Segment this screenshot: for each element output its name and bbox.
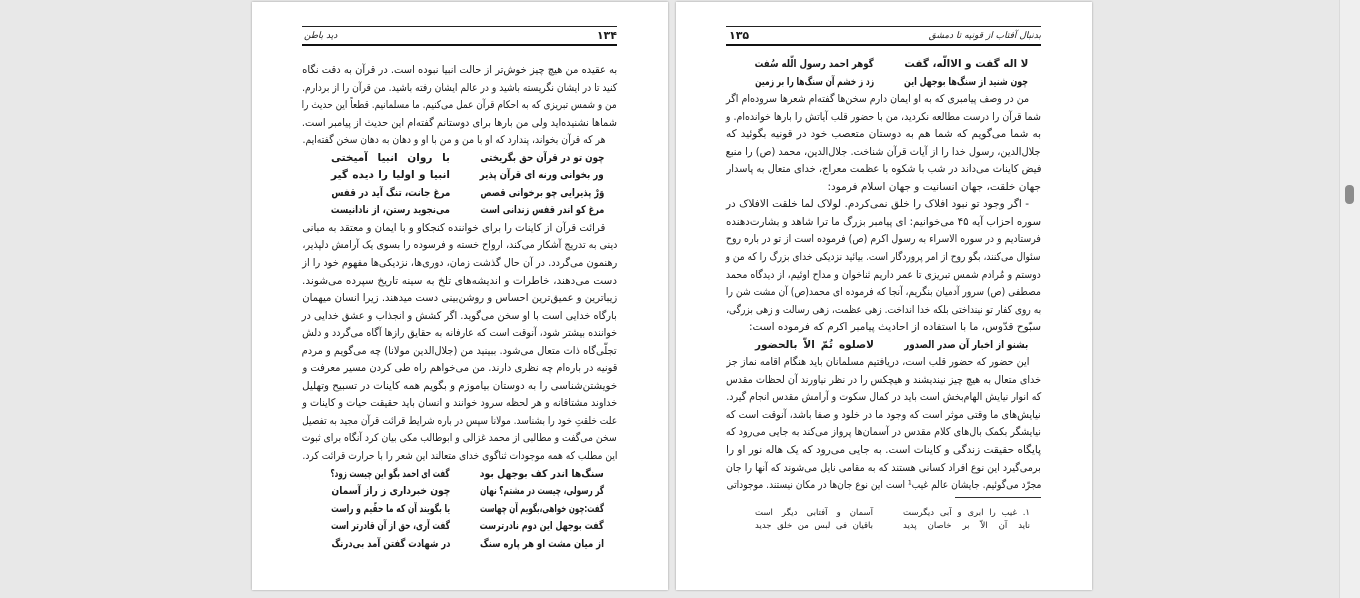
line-text: قونیه در باره‌ام چه نظری دارند. من می‌خواهم راه طی کردن مسیر معرفت و [301,362,617,375]
hemistich-text: گر رسولی، چیست در مشتم؟ نهان [479,485,604,498]
line-text: شما قرآن را درست مطالعه نکردید، من با حضور قلب آیاتش را بارها خوانده‌ام. و [726,110,1041,123]
hemistich-text: در شهادت گفتن آمد بی‌درنگ [331,537,450,550]
hemistich-text: ۱. غیب را ابری و آبی دیگرست [903,508,1030,518]
text-line [302,132,617,150]
hemistich-right [480,150,604,168]
hemistich-right [903,507,1030,520]
verse-line [302,536,617,554]
text-line [726,442,1041,460]
verse-line [726,56,1041,74]
verse-line [302,167,617,185]
hemistich-right [904,56,1028,74]
text-line [726,477,1041,495]
hemistich-text: گفت:چون خواهی،بگویم آن چهاست [479,502,604,515]
hemistich-text: ور بخوانی ورنه ای قرآن پذیر [479,169,604,182]
hemistich-right [480,185,604,203]
line-text: من و شمس تبریزی که به احکام قرآن عمل می‌کنیم. ما مسلمانیم. قطعاً این حدیث را [301,99,617,112]
hemistich-text: می‌نجوید رستن، از نادانیست [330,204,450,217]
hemistich-left [755,74,874,92]
line-text: نیایشگر بکمک بال‌های کلام مقدس در آسمان‌ها پرواز می‌کند به جایی می‌رود که [726,426,1041,439]
line-text: خواننده بیشتر شود، آنوقت است که عارفانه به حقایق رازها آگاه می‌گردد و دلش [302,327,617,340]
text-line [302,395,617,413]
text-line [726,267,1041,285]
line-text: نیایش‌های ما وقتی موثر است که وجود ما در خلود و صفا باشد، آنوقت است که [725,408,1041,421]
verse-line [302,202,617,220]
text-line [726,161,1041,179]
line-text: رهنمون می‌گردد. در آن حال گذشت زمان، دوری‌ها، نزدیکی‌ها مفهوم خود را از [302,257,617,270]
text-line [726,319,1041,337]
page-134 [252,2,668,590]
line-text: این مطلب که همه موجودات ثناگوی خدای متعالند این شعر را با حرارت قرائت کرد. [301,450,617,463]
line-text: خویشتن‌شناسی را به دوستان بیاموزم و بگویم همه کاینات در تسبیح وتهلیل [301,379,617,392]
line-text: علت خلقتِ خود را بشناسد. مولانا سپس در باره شرایط قرائت قرآن مجید به تفصیل [301,414,617,427]
line-text: سخن می‌گفت و مطالبی از محمد غزالی و ابوطالب مکی بیان کرد آنگاه برای ثبوت [302,432,617,445]
text-line [302,237,617,255]
verse-line [726,337,1041,355]
hemistich-text: باقیان فی لبس من خلق جدید [755,521,873,531]
line-text: بارگاه خدایی است با او سخن می‌گوید. اگر کشش و انجذاب و عشق خدایی در [302,309,617,322]
text-line [302,343,617,361]
hemistich-text: گفت بوجهل این دوم نادرترست [480,520,604,533]
line-text: شماها نشنیده‌اید ولی من بارها برای دوستانم گفته‌ام این حدیث از پیامبر است. [301,116,617,129]
verse-line [302,185,617,203]
hemistich-text: مرغ کو اندر قفس زندانی است [480,204,604,217]
verse-line [302,518,617,536]
page-135 [676,2,1092,590]
line-text: پایگاه حقیقت زندگی و کاینات است. به جایی می‌رود که یک هاله نور او را [726,444,1041,457]
text-line [726,249,1041,267]
text-line [726,389,1041,407]
text-line [302,255,617,273]
line-text: تجلّی‌گاه ذات متعال می‌شود. ببینید من (جلال‌الدین مولانا) چه می‌گویم و مردم [301,344,617,357]
verse-line [302,501,617,519]
hemistich-left [755,520,873,533]
hemistich-text: لاصلوه تُمّ الاّ بالحضور [755,338,874,351]
hemistich-text: گفت آری، حق از آن قادرتر است [331,520,450,533]
text-line [726,214,1041,232]
text-column [302,62,617,553]
hemistich-left [331,483,450,501]
text-line [302,360,617,378]
line-text: خدای متعال به هیچ چیز نیندیشند و هیچکس را در نظر نیاورند آن لحظات مقدس [725,373,1041,386]
line-text: برمی‌گیرد این نوع افراد کسانی هستند که به مقامی نایل می‌شوند که آنها را جان [726,461,1041,474]
hemistich-right [480,483,604,501]
page-number: ۱۳۴ [596,29,617,42]
line-text: دوستم و مُرادم شمس تبریزی تا عمر داریم ثناخوان و مداح اوئیم، از دیدگاه محمد [726,268,1041,281]
text-line [726,302,1041,320]
line-text: این حضور که حضور قلب است، دریافتیم مسلمانان باید هنگام اقامه نماز جز [725,356,1029,369]
line-text: سئوال می‌کنند، بگو روح از امر پروردگار است. بیائید نزدیکی خدای بزرگ را که من و [726,251,1041,264]
hemistich-left [331,167,450,185]
footnote [726,507,1041,533]
verse-line [302,150,617,168]
footnote-rule [955,497,1041,498]
line-text: به شما می‌گویم که شما هم به دوستان متعصب خود در قونیه بگوئید که [725,128,1041,141]
vertical-scrollbar[interactable] [1339,0,1360,598]
hemistich-text: گوهر احمد رسول الّله سُفت [755,58,874,70]
line-text: به روی کفار تو نینداختی بلکه خدا انداخت. زهی عظمت، زهی رسالت و زهی بزرگی، [725,303,1041,316]
text-line [302,325,617,343]
text-line [302,378,617,396]
text-line [302,220,617,238]
hemistich-text: گفت ای احمد بگو این چیست زود؟ [330,467,450,480]
scrollbar-thumb[interactable] [1345,185,1354,204]
hemistich-right [480,536,604,554]
text-line [302,115,617,133]
text-line [302,448,617,466]
verse-line [726,74,1041,92]
hemistich-right [480,501,604,519]
hemistich-text: آسمان و آفتابی دیگر است [755,508,873,518]
hemistich-text: با روان انبیا آمیختی [331,151,450,164]
hemistich-left [331,501,450,519]
text-line [726,196,1041,214]
line-text: - اگر وجود تو نبود افلاک را خلق نمی‌کردم. لولاک لما خلقت الافلاک در [725,198,1029,211]
line-text: جلال‌الدین، رسول خدا را از آیات قرآن شناخت. جلال‌الدین، محمد (ص) را منبع [726,145,1041,158]
text-line [726,144,1041,162]
hemistich-text: چون شنید از سنگ‌ها بوجهل این [903,75,1028,88]
line-text: جهان خلقت، جهان انسانیت و جهان اسلام فرمود: [827,180,1041,193]
hemistich-text: بشنو از اخبار آن صدر الصدور [904,338,1028,351]
text-line [726,126,1041,144]
line-text: سبّوح قدّوس، ما با استفاده از احادیث پیامبر اکرم که فرموده است: [748,321,1041,334]
hemistich-left [331,202,450,220]
hemistich-left [755,56,874,74]
text-line [726,109,1041,127]
header-rule-bottom [726,44,1041,46]
hemistich-left [331,150,450,168]
text-column [726,56,1041,495]
text-line [726,91,1041,109]
hemistich-right [480,518,604,536]
hemistich-text: از میان مشت او هر پاره سنگ [479,537,604,550]
text-line [726,284,1041,302]
hemistich-right [480,202,604,220]
hemistich-right [480,466,604,484]
hemistich-text: زد ز خشم آن سنگ‌ها را بر زمین [755,75,874,88]
running-title: دید باطن [304,31,338,41]
hemistich-left [331,518,450,536]
line-text: دینی به تدریج آشکار می‌کند، ارواح خسته و فرسوده را بسوی یک آرامش دلپذیر، [302,239,617,252]
header-rule-top [302,26,617,27]
hemistich-left [755,507,873,520]
text-line [726,179,1041,197]
hemistich-left [331,536,450,554]
text-line [726,354,1041,372]
line-text: فرستادیم و در سوره الاسراء به رسول اکرم (ص) فرموده است از تو در باره روح [725,233,1041,246]
hemistich-text: مرغ جانت، تنگ آید در قفس [331,186,450,199]
text-line [726,424,1041,442]
hemistich-right [903,520,1030,533]
hemistich-right [904,74,1028,92]
text-line [302,290,617,308]
header-rule-bottom [302,44,617,46]
running-title: بدنبال آفتاب از قونیه تا دمشق [928,31,1041,41]
text-line [726,460,1041,478]
line-text: دست می‌دهند، خاطرات و اندیشه‌های تلخ به سینه تاریخ سپرده می‌شوند. [302,274,617,287]
line-text: خداوند مشتاقانه و هر لحظه سرود خوانند و انسان باید حقیقت حیات و کاینات و [302,397,617,410]
header-rule-top [726,26,1041,27]
line-text: فیض کاینات می‌داند در شب با شکوه با عظمت معراج، خدای متعال به پاسدار [725,163,1041,176]
line-text: کنید تا در ایشان نگریسته باشید و در عالم ایشان رفته باشید. من قرآن را از بردارم. [302,81,617,94]
text-line [726,372,1041,390]
verse-line [302,466,617,484]
hemistich-left [331,466,450,484]
verse-line [302,483,617,501]
line-text: سوره احزاب آیه ۴۵ می‌خوانیم: ای پیامبر بزرگ ما ترا شاهد و بشارت‌دهنده [725,215,1041,228]
page-number: ۱۳۵ [729,29,750,42]
hemistich-text: وَرْ پذیرایی چو برخوانی قصص [479,186,604,199]
text-line [726,231,1041,249]
hemistich-text: سنگ‌ها اندر کف بوجهل بود [480,467,604,480]
line-text: قرائت قرآن از کاینات را برای خواننده کنجکاو و با ایمان و معتقد به مبانی [301,221,605,234]
footnote-line [726,507,1041,520]
text-line [302,97,617,115]
line-text: مصطفی (ص) سرور آدمیان بنگریم، آنجا که فرموده ای محمد(ص) آن مشت شن را [726,286,1041,299]
hemistich-left [755,337,874,355]
hemistich-text: چون خبرداری ز راز آسمان [330,485,450,498]
line-text: که انوار نیایش الهام‌بخش است باید در کمال سکوت و آرامش مقدس انجام گیرد. [726,391,1041,404]
text-line [726,407,1041,425]
line-text: به عقیده من هیچ چیز خوش‌تر از حالت انبیا نبوده است. در قرآن به دقت نگاه [301,64,617,76]
hemistich-text: چون تو در قرآن حق بگریختی [480,151,604,164]
hemistich-text: لا اله گفت و الاالّه، گفت [903,58,1028,70]
text-line [302,62,617,80]
text-line [302,308,617,326]
line-text: مجرّد می‌گوئیم. جایشان عالم غیب¹ است این نوع جان‌ها در مکان نیستند. موجوداتی [726,479,1041,492]
footnote-line [726,520,1041,533]
hemistich-left [331,185,450,203]
hemistich-text: یا بگویند آن که ما حقّیم و راست [330,502,450,515]
text-line [302,413,617,431]
text-line [302,430,617,448]
text-line [302,273,617,291]
line-text: من در وصف پیامبری که به او ایمان دارم سخن‌ها گفته‌ام شعرها سروده‌ام اگر [725,93,1029,106]
hemistich-right [480,167,604,185]
text-line [302,80,617,98]
hemistich-text: ناید آن الاّ بر خاصان پدید [902,521,1030,531]
line-text: زیباترین و عمیق‌ترین احساس و روشن‌بینی دست میدهند. زیرا انسان میهمان [302,292,617,305]
line-text: هر که قرآن بخواند، پندارد که او با من و من با او و دهان به دهان سخن گفته‌ایم. [302,134,605,147]
hemistich-right [904,337,1028,355]
hemistich-text: انبیا و اولیا را دیده گیر [331,169,450,182]
